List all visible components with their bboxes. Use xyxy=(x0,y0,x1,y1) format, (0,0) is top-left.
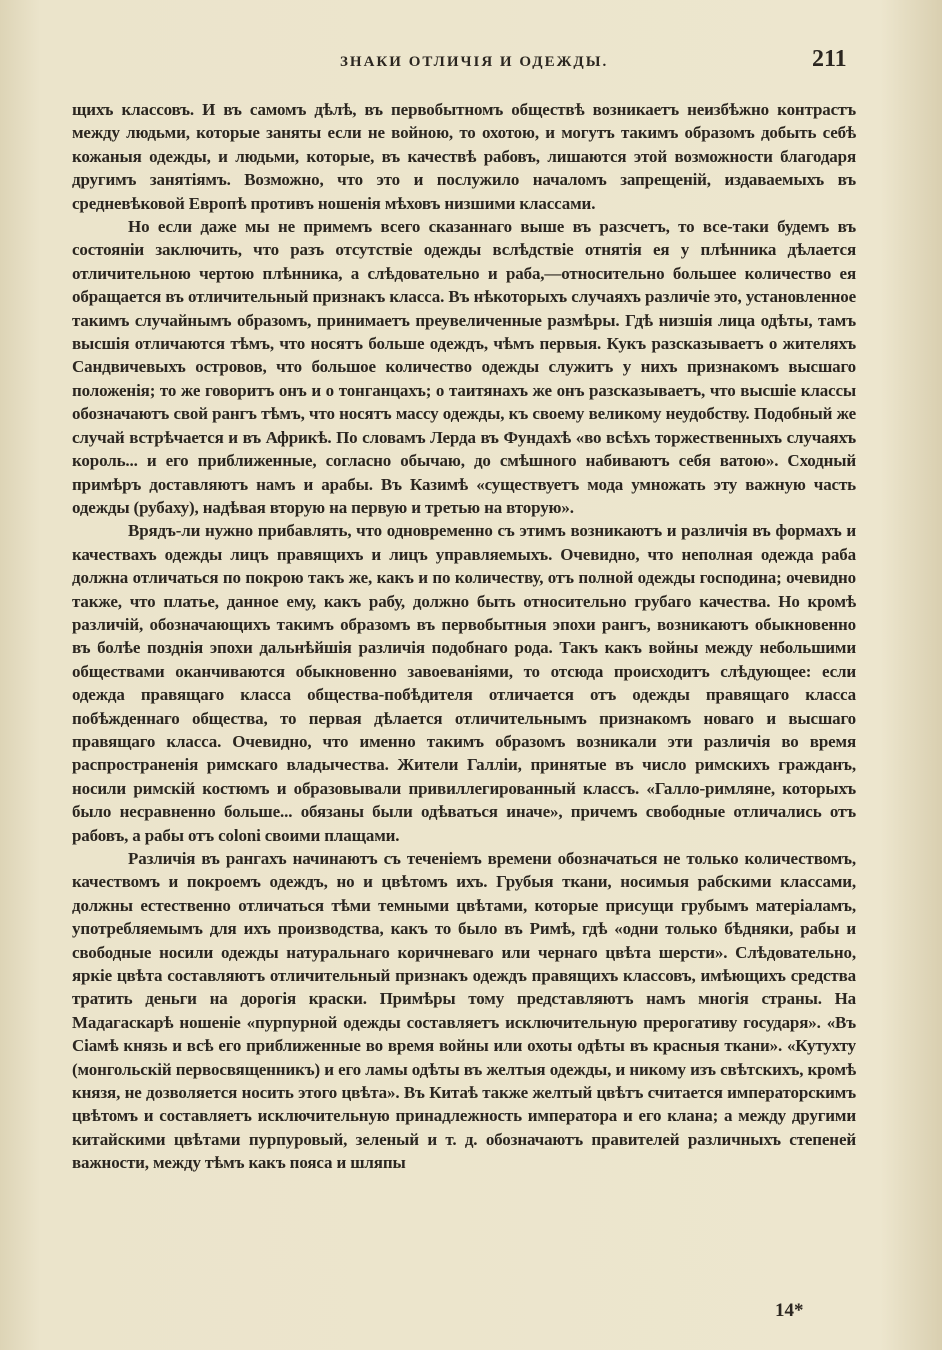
paragraph: Но если даже мы не примемъ всего сказаннаго выше въ разсчетъ, то все-таки будемъ въ состояніи заключить, что разъ отсутствіе одежды вслѣдствіе отнятія ея у плѣнника дѣлается отличительною чертою плѣнника, а слѣдовательно и раба,—относительно большее количество ея обращается въ отличительный признакъ класса. Въ нѣкоторыхъ случаяхъ различіе это, установленное такимъ случайнымъ образомъ, принимаетъ преувеличенные размѣры. Гдѣ низшія лица одѣты, тамъ высшія отличаются тѣмъ, что носятъ больше одеждъ, чѣмъ первыя. Кукъ разсказываетъ о жителяхъ Сандвичевыхъ островов, что большое количество одежды служитъ у нихъ признакомъ высшаго положенія; то же говоритъ онъ и о тонганцахъ; о таитянахъ же онъ разсказываетъ, что высшіе классы обозначаютъ свой рангъ тѣмъ, что носятъ массу одежды, къ своему великому неудобству. Подобный же случай встрѣчается и въ Африкѣ. По словамъ Лерда въ Фундахѣ «во всѣхъ торжественныхъ случаяхъ король... и его приближенные, согласно обычаю, до смѣшного набиваютъ себя ватою». Сходный примѣръ доставляютъ намъ и арабы. Въ Казимѣ «существуетъ мода умножать эту важную часть одежды (рубаху), надѣвая вторую на первую и третью на вторую». xyxy=(72,217,856,517)
paragraph: Врядъ-ли нужно прибавлять, что одновременно съ этимъ возникаютъ и различія въ формахъ и качествахъ одежды лицъ правящихъ и лицъ управляемыхъ. Очевидно, что неполная одежда раба должна отличаться по покрою такъ же, какъ и по количеству, отъ полной одежды господина; очевидно также, что платье, данное ему, какъ рабу, должно быть относительно грубаго качества. Но кромѣ различій, обозначающихъ такимъ образомъ въ первобытныя эпохи рангъ, возникаютъ обыкновенно въ болѣе позднія эпохи дальнѣйшія различія подобнаго рода. Такъ какъ войны между небольшими обществами оканчиваются обыкновенно завоеваніями, то отсюда происходитъ слѣдующее: если одежда правящаго класса общества-побѣдителя отличается отъ одежды правящаго класса побѣжденнаго общества, то первая дѣлается отличительнымъ признакомъ новаго и высшаго правящаго класса. Очевидно, что именно такимъ образомъ возникали эти различія во время распространенія римскаго владычества. Жители Галліи, принятые въ число римскихъ гражданъ, носили римскій костюмъ и образовывали привиллегированный классъ. «Галло-римляне, которыхъ было несравненно больше... обязаны были одѣваться иначе», причемъ свободные отличались отъ рабовъ, а рабы отъ coloni своими плащами. xyxy=(72,521,856,845)
page-number: 211 xyxy=(812,46,847,72)
paragraph: щихъ классовъ. И въ самомъ дѣлѣ, въ первобытномъ обществѣ возникаетъ неизбѣжно контрастъ между людьми, которые заняты если не войною, то охотою, и могутъ такимъ образомъ добыть себѣ кожаныя одежды, и людьми, которые, въ качествѣ рабовъ, лишаются этой возможности благодаря другимъ занятіямъ. Возможно, что это и послужило началомъ запрещеній, издаваемыхъ въ средневѣковой Европѣ противъ ношенія мѣховъ низшими классами. xyxy=(72,100,856,213)
running-title: ЗНАКИ ОТЛИЧІЯ И ОДЕЖДЫ. xyxy=(340,54,609,70)
paragraph: Различія въ рангахъ начинаютъ съ теченіемъ времени обозначаться не только количествомъ, качествомъ и покроемъ одеждъ, но и цвѣтомъ ихъ. Грубыя ткани, носимыя рабскими классами, должны естественно отличаться тѣми темными цвѣтами, которые присущи грубымъ матеріаламъ, употребляемымъ для ихъ производства, какъ то было въ Римѣ, гдѣ «одни только бѣдняки, рабы и свободные носили одежды натуральнаго коричневаго или чернаго цвѣта шерсти». Слѣдовательно, яркіе цвѣта составляютъ отличительный признакъ одеждъ правящихъ классовъ, имѣющихъ средства тратить деньги на дорогія краски. Примѣры тому представляютъ намъ многія страны. На Мадагаскарѣ ношеніе «пурпурной одежды составляетъ исключительную прерогативу государя». «Въ Сіамѣ князь и всѣ его приближенные во время войны или охоты одѣты въ красныя ткани». «Кутухту (монгольскій первосвященникъ) и его ламы одѣты въ желтыя одежды, и никому изъ свѣтскихъ, кромѣ князя, не дозволяется носить этого цвѣта». Въ Китаѣ также желтый цвѣтъ считается императорскимъ цвѣтомъ и составляетъ исключительную принадлежность императора и его клана; а между другими китайскими цвѣтами пурпуровый, зеленый и т. д. обозначаютъ правителей различныхъ степеней важности, между тѣмъ какъ пояса и шляпы xyxy=(72,849,856,1173)
body-text xyxy=(72,98,856,1175)
page-header xyxy=(0,46,942,76)
signature-mark: 14* xyxy=(775,1300,804,1321)
